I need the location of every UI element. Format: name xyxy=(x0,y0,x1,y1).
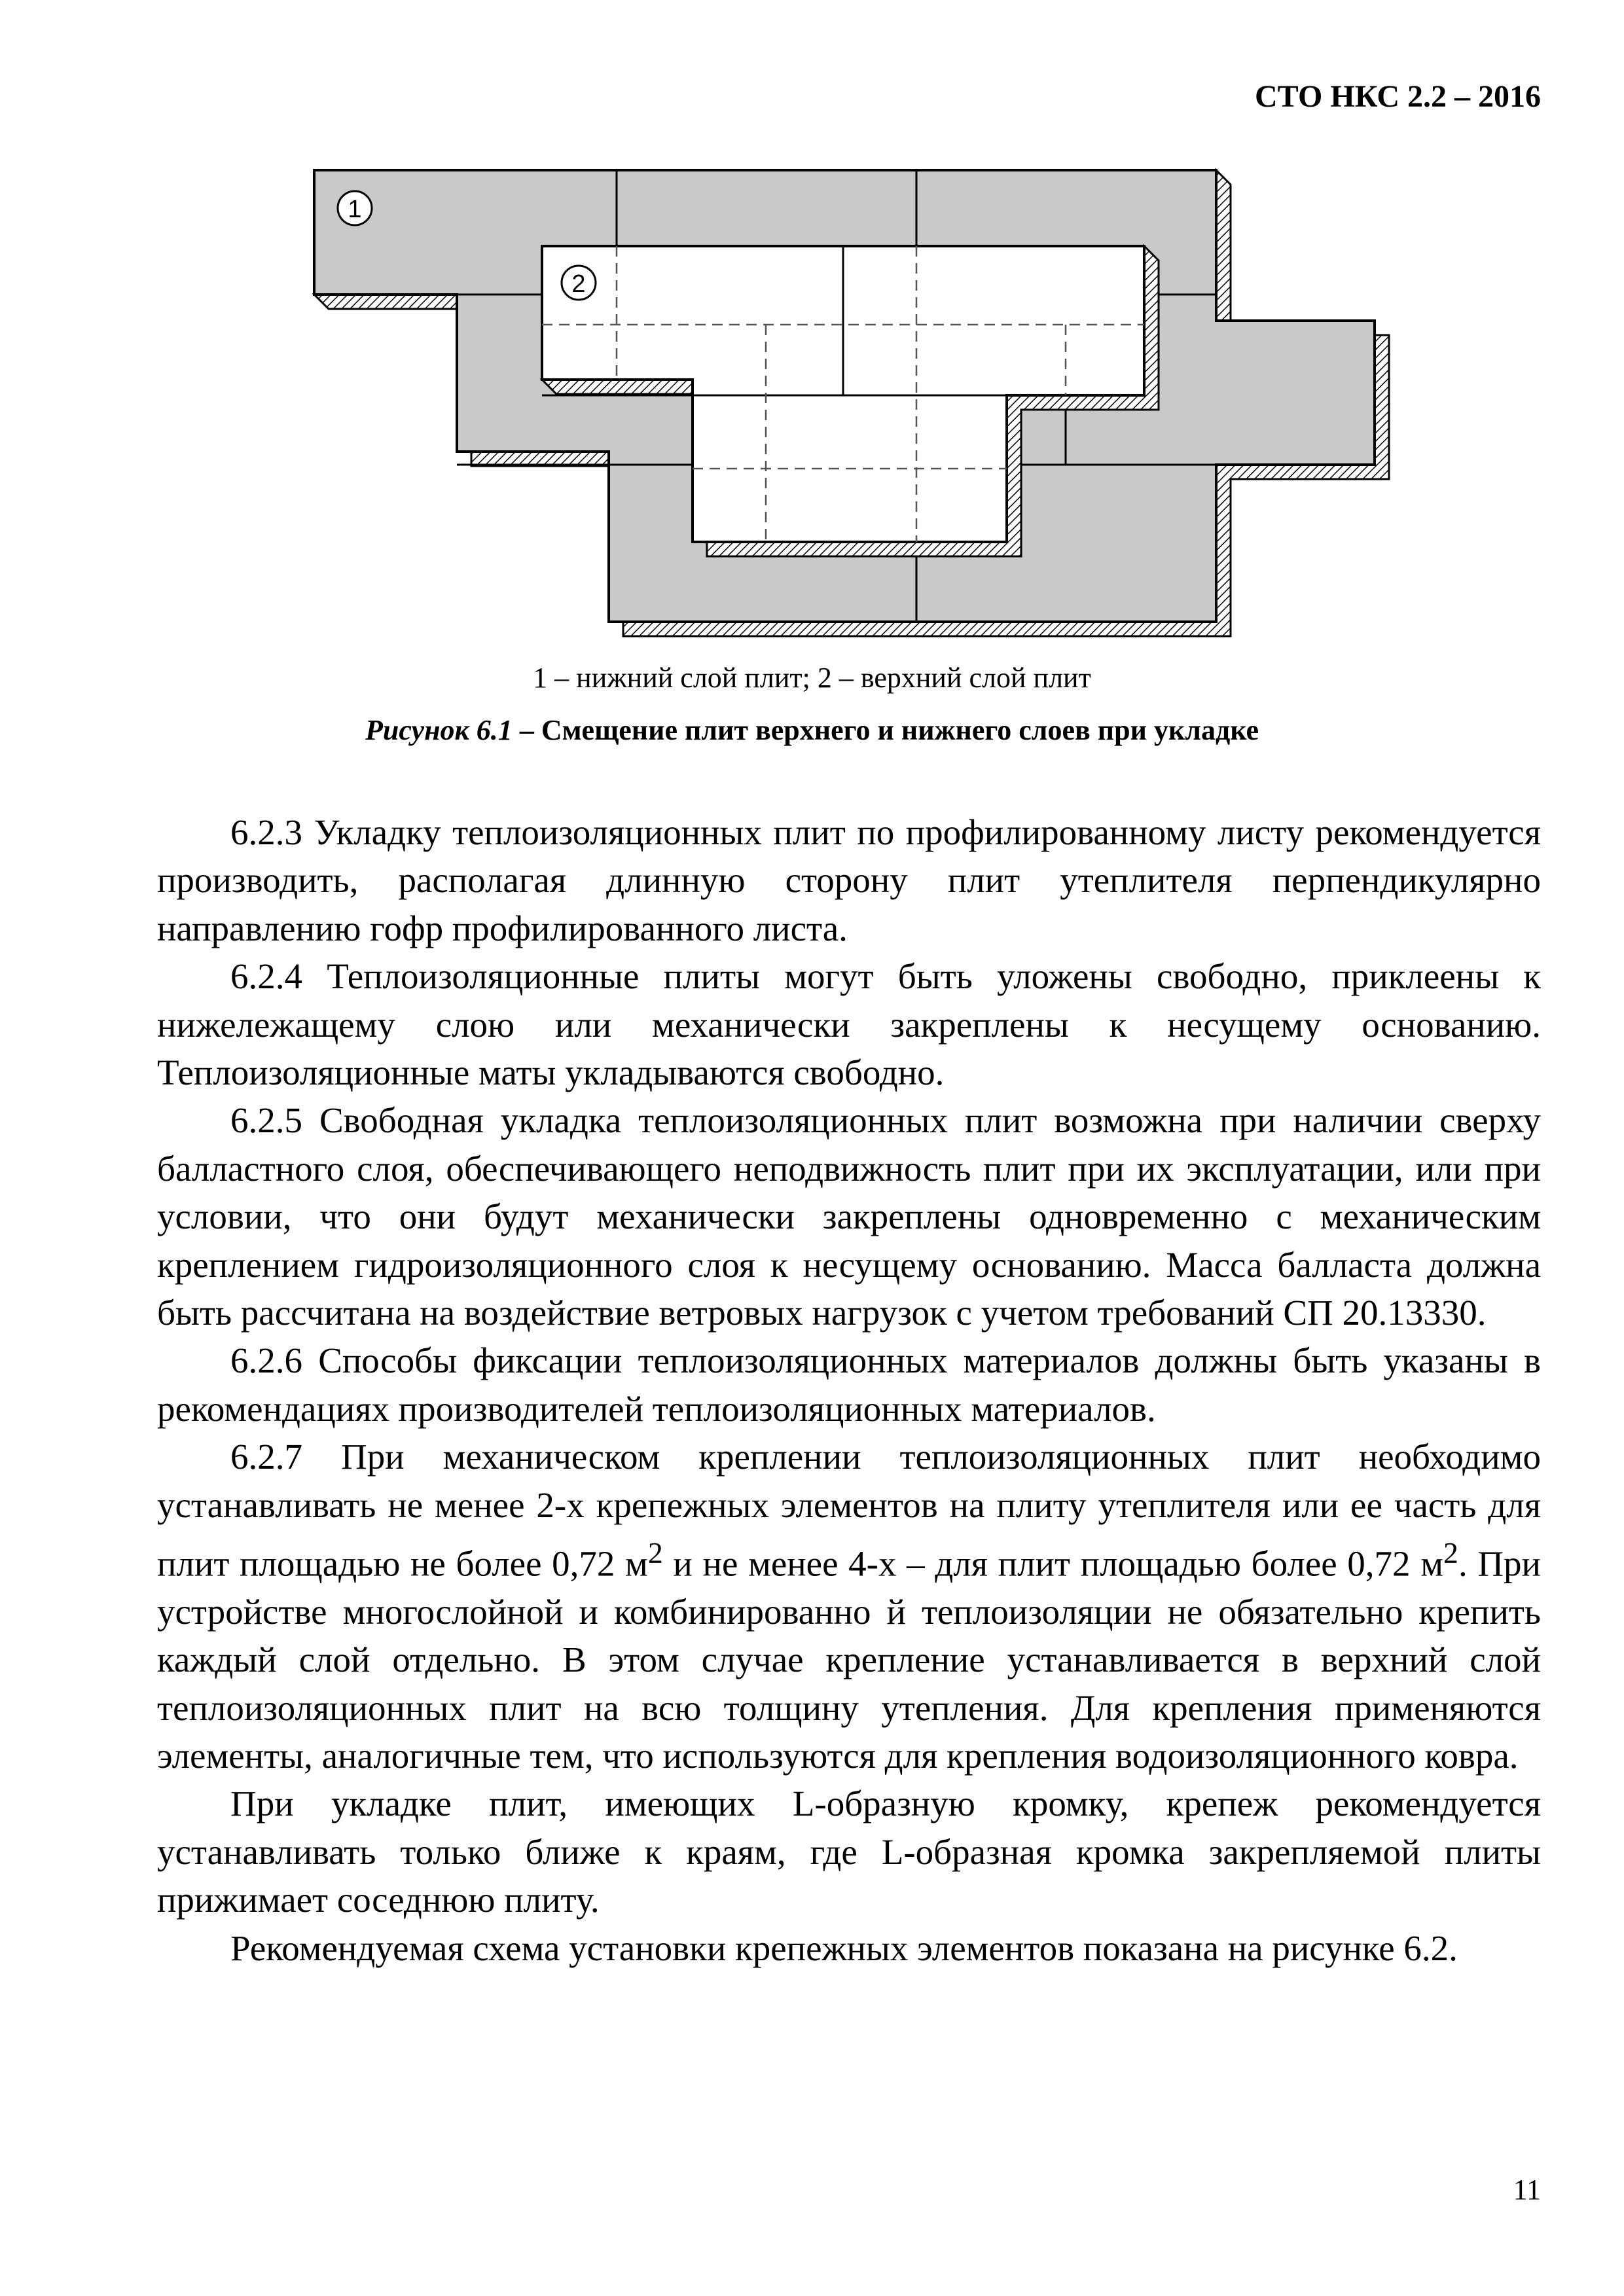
slab-offset-figure xyxy=(308,167,1407,651)
paragraph-6-2-5: 6.2.5 Свободная укладка теплоизоляционных плит возможна при наличии сверху балластного слоя, обеспечивающего неподвижность плит при их эксплуатации, или при условии, что они будут механически закреплены одновременно с механическим креплением гидроизоляционного слоя к несущему основанию. Масса балласта должна быть рассчитана на воздействие ветровых нагрузок с учетом требований СП 20.13330. xyxy=(157,1100,1541,1333)
page-number: 11 xyxy=(1513,2174,1541,2206)
body-text xyxy=(157,808,1541,1972)
paragraph-6-2-3: 6.2.3 Укладку теплоизоляционных плит по профилированному листу рекомендуется производить, располагая длинную сторону плит утеплителя перпендикулярно направлению гофр профилированного листа. xyxy=(157,812,1541,948)
paragraph-figure-reference: Рекомендуемая схема установки крепежных элементов показана на рисунке 6.2. xyxy=(230,1928,1458,1968)
label-2-marker xyxy=(562,266,596,300)
paragraph-l-shape: При укладке плит, имеющих L-образную кромку, крепеж рекомендуется устанавливать только ближе к краям, где L-образная кромка закрепляемой плиты прижимает соседнюю плиту. xyxy=(157,1784,1541,1920)
document-code-header: СТО НКС 2.2 – 2016 xyxy=(1255,79,1541,114)
label-1: 1 xyxy=(348,196,362,223)
paragraph-6-2-4: 6.2.4 Теплоизоляционные плиты могут быть уложены свободно, приклеены к нижележащему слою или механически закреплены к несущему основанию. Теплоизоляционные маты укладываются свободно. xyxy=(157,956,1541,1093)
paragraph-6-2-6: 6.2.6 Способы фиксации теплоизоляционных материалов должны быть указаны в рекомендациях производителей теплоизоляционных материалов. xyxy=(157,1340,1541,1429)
paragraph-6-2-7: 6.2.7 При механическом креплении теплоизоляционных плит необходимо устанавливать не менее 2-х крепежных элементов на плиту утеплителя или ее часть для плит площадью не более 0,72 $м^2$ и не менее 4-х – для плит площадью более 0,72 $м^2$. При устройстве многослойной и комбинированно й теплоизоляции не обязательно крепить каждый слой отдельно. В этом случае крепление устанавливается в верхний слой теплоизоляционных плит на всю толщину утепления. Для крепления применяются элементы, аналогичные тем, что используются для крепления водоизоляционного ковра. xyxy=(157,1437,1541,1776)
figure-title: – Смещение плит верхнего и нижнего слоев при укладке xyxy=(512,714,1259,746)
figure-caption xyxy=(0,713,1624,747)
figure-number: Рисунок 6.1 xyxy=(365,714,513,746)
label-1-marker xyxy=(338,191,372,225)
figure-legend: 1 – нижний слой плит; 2 – верхний слой плит xyxy=(533,662,1091,694)
label-2: 2 xyxy=(571,270,586,298)
